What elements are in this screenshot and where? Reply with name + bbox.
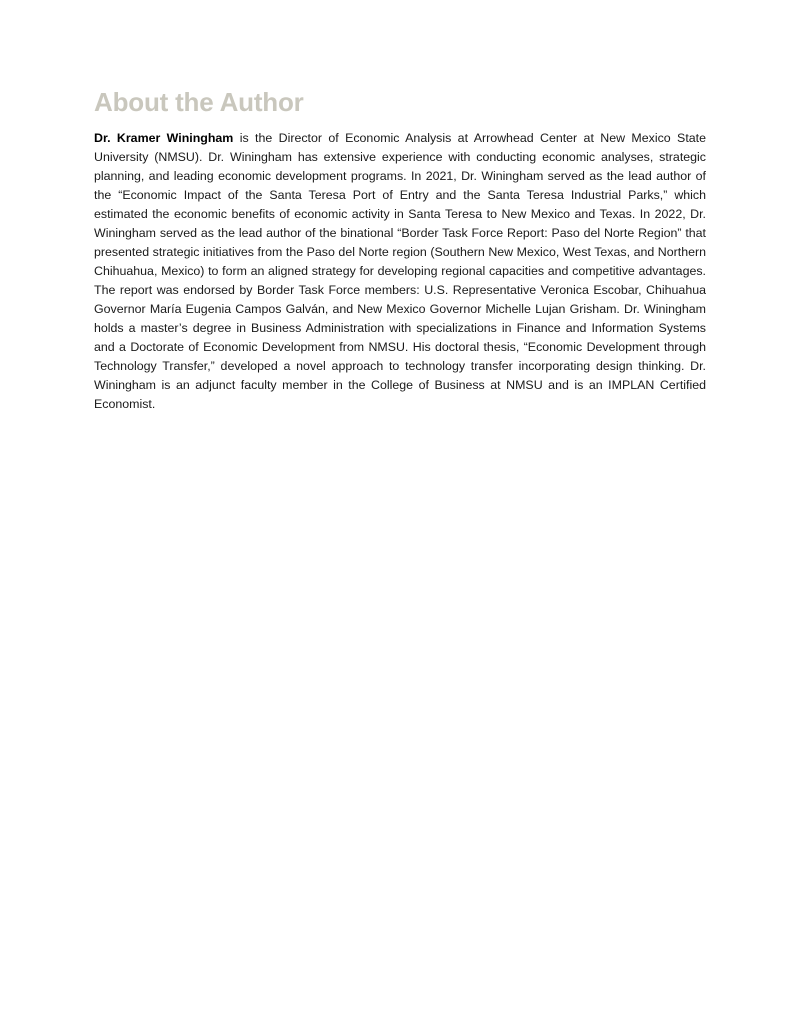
author-bio-paragraph <box>94 129 706 414</box>
section-heading: About the Author <box>94 87 304 117</box>
author-bio-text: is the Director of Economic Analysis at Arrowhead Center at New Mexico State University (NMSU). Dr. Winingham has extensive experience with conducting economic analyses, strategic planning, and leading economic development programs. In 2021, Dr. Winingham served as the lead author of the “Economic Impact of the Santa Teresa Port of Entry and the Santa Teresa Industrial Parks,” which estimated the economic benefits of economic activity in Santa Teresa to New Mexico and Texas. In 2022, Dr. Winingham served as the lead author of the binational “Border Task Force Report: Paso del Norte Region” that presented strategic initiatives from the Paso del Norte region (Southern New Mexico, West Texas, and Northern Chihuahua, Mexico) to form an aligned strategy for developing regional capacities and competitive advantages. The report was endorsed by Border Task Force members: U.S. Representative Veronica Escobar, Chihuahua Governor María Eugenia Campos Galván, and New Mexico Governor Michelle Lujan Grisham. Dr. Winingham holds a master’s degree in Business Administration with specializations in Finance and Information Systems and a Doctorate of Economic Development from NMSU. His doctoral thesis, “Economic Development through Technology Transfer,” developed a novel approach to technology transfer incorporating design thinking. Dr. Winingham is an adjunct faculty member in the College of Business at NMSU and is an IMPLAN Certified Economist. <box>94 131 706 411</box>
author-name: Dr. Kramer Winingham <box>94 131 234 145</box>
